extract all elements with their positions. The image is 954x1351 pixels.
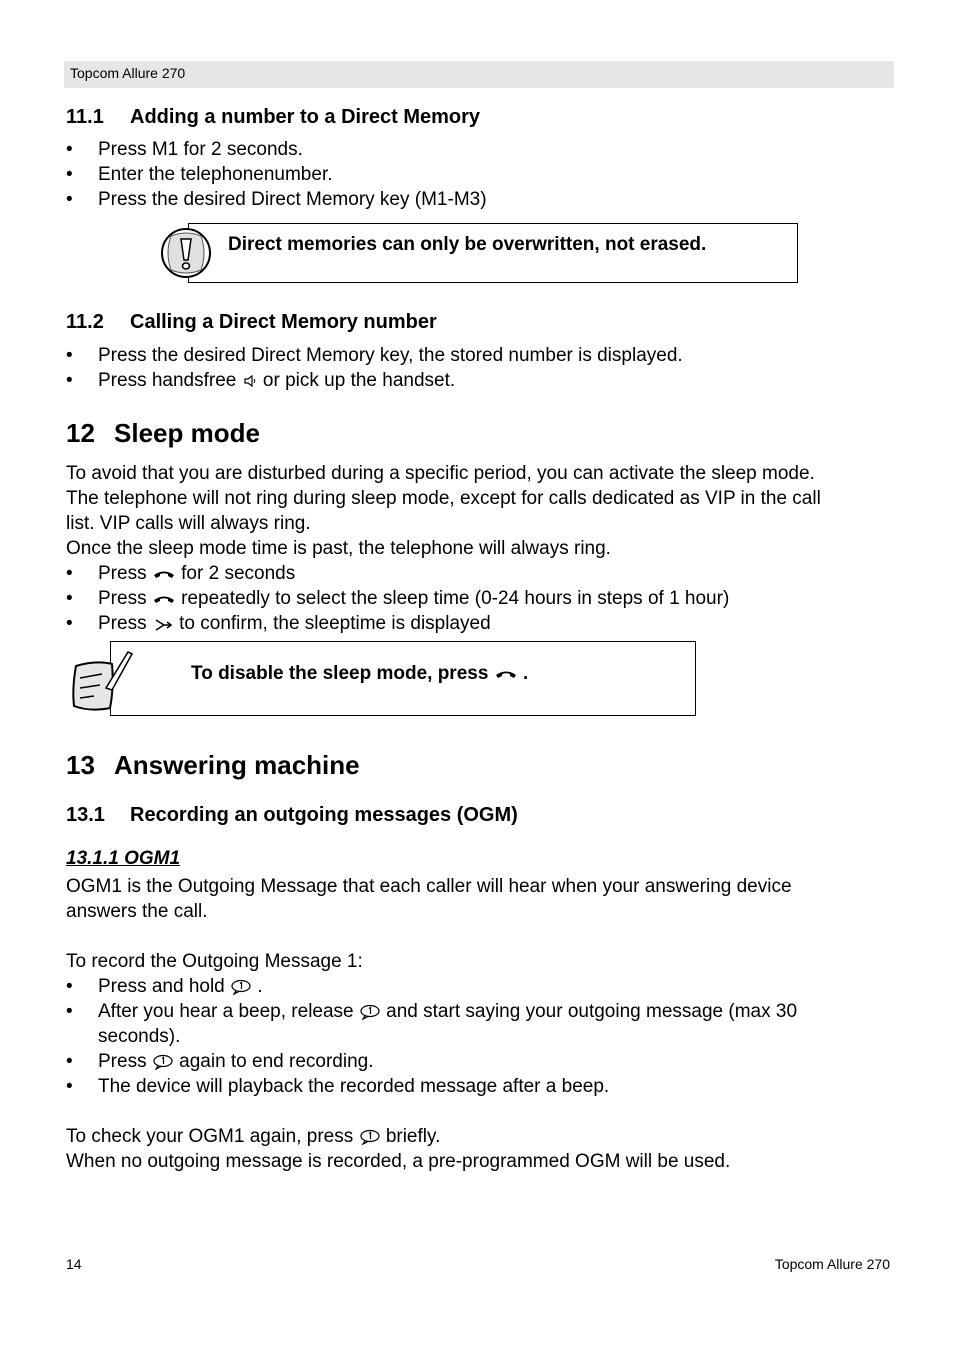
chapter-13-heading [66, 750, 360, 781]
header-bar [64, 61, 894, 88]
paragraph-line: When no outgoing message is recorded, a pre-programmed OGM will be used. [66, 1151, 731, 1172]
section-number: 13.1 [66, 804, 105, 826]
ogm-speech-icon [230, 979, 252, 995]
phone-off-icon [494, 667, 518, 681]
ogm-speech-icon [359, 1004, 381, 1020]
section-11-1-heading [66, 106, 480, 129]
speaker-icon [242, 373, 258, 389]
chapter-title: Answering machine [114, 750, 360, 780]
section-number: 11.2 [66, 311, 104, 333]
section-number: 11.1 [66, 106, 104, 128]
section-title: Adding a number to a Direct Memory [130, 106, 481, 128]
tip-note-text: To disable the sleep mode, press . [191, 663, 529, 684]
header-title: Topcom Allure 270 [70, 65, 186, 81]
confirm-arrow-icon [152, 616, 174, 632]
paragraph-line: To check your OGM1 again, press briefly. [66, 1126, 441, 1147]
phone-off-icon [152, 592, 176, 606]
ogm-speech-icon [152, 1054, 174, 1070]
exclamation-icon [159, 226, 213, 280]
ogm-speech-icon [359, 1129, 381, 1145]
paragraph-line: To avoid that you are disturbed during a specific period, you can activate the sleep mode. [66, 463, 815, 484]
paragraph-line: To record the Outgoing Message 1: [66, 951, 363, 972]
paragraph-line: list. VIP calls will always ring. [66, 513, 311, 534]
warning-note-text: Direct memories can only be overwritten, not erased. [228, 234, 707, 255]
paragraph-line: answers the call. [66, 901, 208, 922]
chapter-title: Sleep mode [114, 418, 260, 448]
section-title: Calling a Direct Memory number [130, 311, 437, 333]
section-title: Recording an outgoing messages (OGM) [130, 804, 518, 826]
chapter-number: 12 [66, 418, 95, 448]
section-11-2-heading [66, 311, 437, 334]
paragraph-line: OGM1 is the Outgoing Message that each caller will hear when your answering device [66, 876, 792, 897]
phone-off-icon [152, 567, 176, 581]
notepad-icon [66, 648, 136, 714]
section-13-1-heading [66, 804, 518, 827]
chapter-12-heading [66, 418, 260, 449]
paragraph-line: The telephone will not ring during sleep mode, except for calls dedicated as VIP in the call [66, 488, 821, 509]
page-number: 14 [66, 1256, 82, 1272]
chapter-number: 13 [66, 750, 95, 780]
subsection-heading: 13.1.1 OGM1 [66, 848, 181, 869]
list-item-continuation: seconds). [98, 1026, 181, 1047]
paragraph-line: Once the sleep mode time is past, the telephone will always ring. [66, 538, 611, 559]
footer-title: Topcom Allure 270 [774, 1256, 890, 1272]
